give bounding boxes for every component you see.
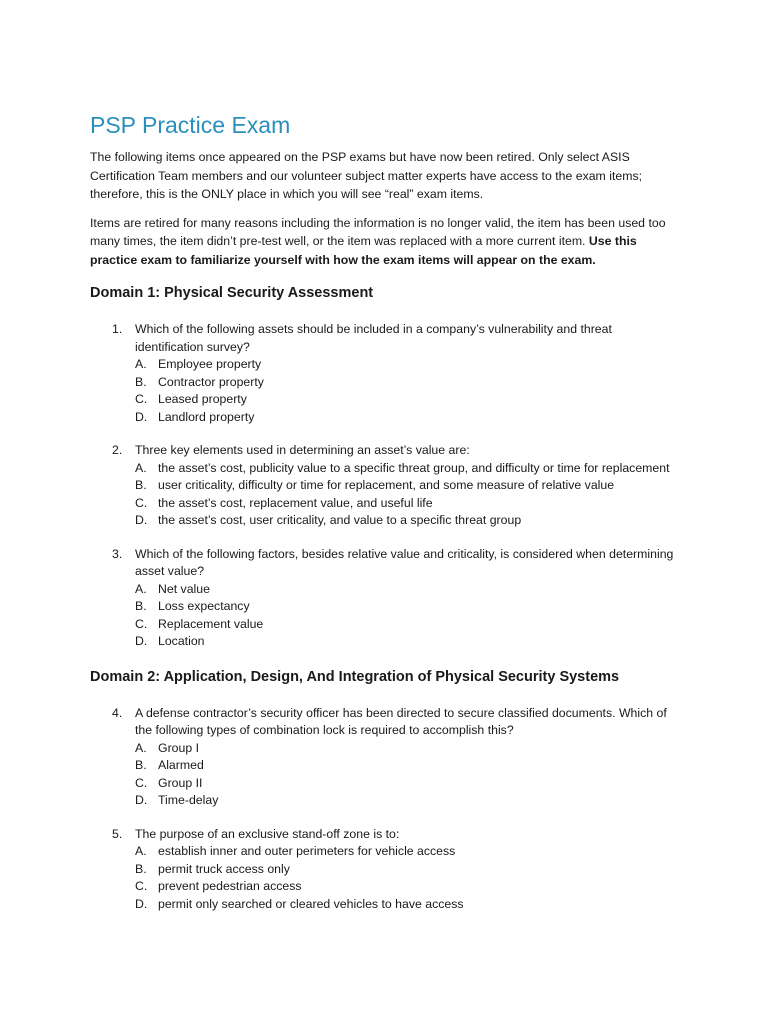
- domain-heading: Domain 2: Application, Design, And Integration of Physical Security Systems: [90, 668, 620, 685]
- intro-paragraph-2-bold: Use this practice exam to familiarize yourself with how the exam items will appear on the exam.: [90, 234, 637, 267]
- answer-option: [135, 896, 680, 914]
- answer-option: [135, 495, 680, 513]
- answer-option: [135, 878, 680, 896]
- question-text: A defense contractor’s security officer has been directed to secure classified documents. Which of the following types of combination lock is required to accomplish this?: [135, 705, 667, 737]
- option-text: Location: [158, 634, 205, 648]
- option-text: Alarmed: [158, 758, 204, 772]
- question-item: [90, 705, 680, 810]
- option-letter: A.: [135, 460, 147, 475]
- question-number: 2.: [112, 443, 123, 457]
- option-letter: D.: [135, 409, 148, 424]
- question-number: 4.: [112, 705, 123, 720]
- option-text: Net value: [158, 581, 210, 596]
- option-letter: D.: [135, 896, 148, 911]
- option-letter: C.: [135, 879, 148, 893]
- answer-option: [135, 581, 680, 599]
- option-letter: C.: [135, 775, 148, 790]
- answer-option: [135, 633, 680, 651]
- question-number: 1.: [112, 322, 123, 336]
- answer-option: [135, 843, 680, 861]
- question-text: Three key elements used in determining an asset’s value are:: [135, 443, 470, 457]
- answer-option: [135, 775, 680, 793]
- option-letter: A.: [135, 740, 147, 755]
- option-text: the asset’s cost, user criticality, and value to a specific threat group: [158, 513, 522, 527]
- option-letter: C.: [135, 392, 148, 406]
- option-letter: B.: [135, 861, 147, 876]
- intro-paragraph-2: [90, 214, 680, 270]
- option-letter: D.: [135, 634, 148, 648]
- option-letter: D.: [135, 793, 148, 807]
- option-text: Contractor property: [158, 374, 264, 389]
- answer-option: [135, 792, 680, 810]
- option-letter: B.: [135, 758, 147, 772]
- option-text: prevent pedestrian access: [158, 879, 302, 893]
- document-page: [90, 110, 680, 929]
- answer-option: [135, 512, 680, 530]
- answer-option: [135, 757, 680, 775]
- question-item: [90, 546, 680, 651]
- option-letter: B.: [135, 374, 147, 389]
- option-text: permit truck access only: [158, 861, 290, 876]
- option-letter: B.: [135, 599, 147, 613]
- option-letter: A.: [135, 844, 147, 858]
- option-letter: A.: [135, 357, 147, 371]
- answer-option: [135, 374, 680, 392]
- option-text: the asset’s cost, publicity value to a specific threat group, and difficulty or time for replacement: [158, 460, 670, 475]
- answer-option: [135, 861, 680, 879]
- answer-option: [135, 616, 680, 634]
- question-number: 3.: [112, 546, 123, 561]
- option-letter: C.: [135, 616, 148, 631]
- question-item: [90, 826, 680, 914]
- answer-option: [135, 740, 680, 758]
- domain-heading: Domain 1: Physical Security Assessment: [90, 285, 374, 301]
- option-text: Replacement value: [158, 616, 264, 631]
- question-item: [90, 321, 680, 426]
- option-letter: B.: [135, 478, 147, 492]
- intro-paragraph-2-text: Items are retired for many reasons including the information is no longer valid, the item has been used too many times, the item didn’t pre-test well, or the item was replaced with a more current item.: [90, 215, 666, 248]
- option-letter: D.: [135, 513, 148, 527]
- option-letter: A.: [135, 581, 147, 596]
- answer-option: [135, 356, 680, 374]
- question-number: 5.: [112, 826, 123, 841]
- answer-option: [135, 460, 680, 478]
- answer-option: [135, 598, 680, 616]
- option-text: user criticality, difficulty or time for replacement, and some measure of relative value: [158, 478, 615, 492]
- intro-paragraph-1: The following items once appeared on the PSP exams but have now been retired. Only select ASIS Certification Team members and our volunteer subject matter experts have access to the exam items; therefore, this is the ONLY place in which you will see “real” exam items.: [90, 150, 643, 201]
- option-text: Group I: [158, 740, 200, 755]
- question-text: The purpose of an exclusive stand-off zone is to:: [135, 826, 400, 841]
- option-text: Leased property: [158, 392, 247, 406]
- question-text: Which of the following assets should be included in a company’s vulnerability and threat identification survey?: [135, 322, 612, 354]
- option-text: Loss expectancy: [158, 599, 250, 613]
- option-text: Time-delay: [158, 793, 219, 807]
- page-title: PSP Practice Exam: [90, 112, 291, 138]
- answer-option: [135, 477, 680, 495]
- option-text: Employee property: [158, 357, 262, 371]
- answer-option: [135, 391, 680, 409]
- question-item: [90, 442, 680, 530]
- option-text: establish inner and outer perimeters for vehicle access: [158, 844, 456, 858]
- option-text: permit only searched or cleared vehicles to have access: [158, 896, 464, 911]
- option-text: Landlord property: [158, 409, 255, 424]
- domains-container: [90, 283, 680, 913]
- answer-option: [135, 409, 680, 427]
- option-letter: C.: [135, 495, 148, 510]
- question-text: Which of the following factors, besides relative value and criticality, is considered when determining asset value?: [135, 546, 674, 578]
- option-text: Group II: [158, 775, 203, 790]
- option-text: the asset’s cost, replacement value, and useful life: [158, 495, 433, 510]
